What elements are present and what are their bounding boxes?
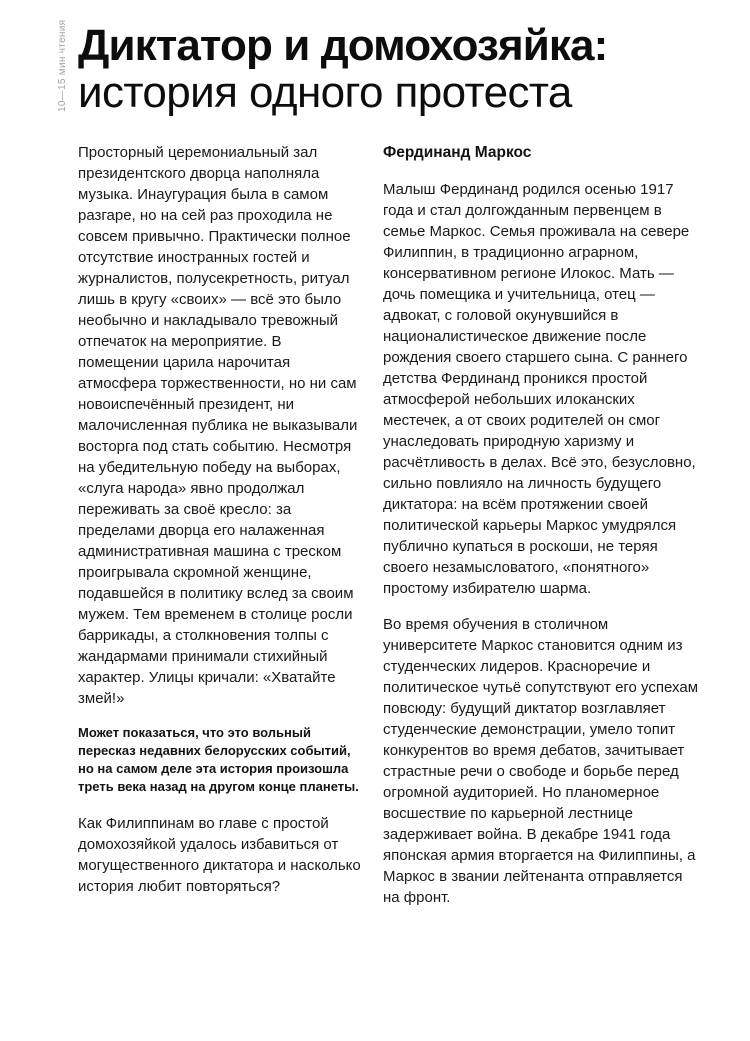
bio-paragraph-1: Малыш Фердинанд родился осенью 1917 года и стал долгожданным первенцем в семье Маркос. Семья проживала на севере Филиппин, в традиционно аграрном, консервативном регионе Илокос. Мать — дочь помещика и учительница, отец — адвокат, с головой окунувшийся в националистическое движение после рождения своего старшего сына. С раннего детства Фердинанд проникся простой атмосферой небольших илоканских местечек, а от своих родителей он смог унаследовать природную харизму и расчётливость в делах. Всё это, безусловно, сильно повлияло на личность будущего диктатора: на всём протяжении своей политической карьеры Маркос умудрялся публично купаться в роскоши, не теряя своего незамысловатого, «понятного» простому избирателю шарма. <box>383 181 696 597</box>
lead-note: Может показаться, что это вольный пересказ недавних белорусских событий, но на самом деле эта история произошла треть века назад на другом конце планеты. <box>78 725 359 794</box>
title-line-bold: Диктатор и домохозяйка: <box>78 21 608 70</box>
intro-paragraph: Просторный церемониальный зал президентского дворца наполняла музыка. Инаугурация была в самом разгаре, но на сей раз проходила не совсем привычно. Практически полное отсутствие иностранных гостей и журналистов, полусекретность, ритуал лишь в кругу «своих» — всё это было необычно и накладывало тревожный отпечаток на мероприятие. В помещении царила нарочитая атмосфера торжественности, но ни сам новоиспечённый президент, ни малочисленная публика не выказывали восторга под стать событию. Несмотря на убедительную победу на выборах, «слуга народа» явно продолжал переживать за своё кресло: за пределами дворца его налаженная административная машина с треском проигрывала скромной женщине, подавшейся в политику вслед за своим мужем. Тем временем в столице росли баррикады, а столкновения толпы с жандармами принимали стихийный характер. Улицы кричали: «Хватайте змей!» <box>78 144 358 707</box>
bio-paragraph-2: Во время обучения в столичном университете Маркос становится одним из студенческих лидеров. Красноречие и политическое чутьё сопутствуют его успехам повсюду: будущий диктатор возглавляет студенческие демонстрации, умело топит конкурентов во время дебатов, зачитывает страстные речи о свободе и борьбе перед огромной аудиторией. Но планомерное восшествие по карьерной лестнице задерживает война. В декабре 1941 года японская армия вторгается на Филиппины, а Маркос в звании лейтенанта отправляется на фронт. <box>383 616 699 906</box>
article-columns <box>78 142 700 923</box>
left-column <box>78 142 361 912</box>
section-heading-ferdinand-marcos: Фердинанд Маркос <box>383 144 532 161</box>
reading-time-label: 10—15 мин чтения <box>57 19 68 112</box>
right-column <box>383 142 700 923</box>
question-paragraph: Как Филиппинам во главе с простой домохозяйкой удалось избавиться от могущественного диктатора и насколько история любит повторяться? <box>78 815 361 895</box>
title-line-regular: история одного протеста <box>78 68 572 117</box>
page-title <box>78 22 700 116</box>
